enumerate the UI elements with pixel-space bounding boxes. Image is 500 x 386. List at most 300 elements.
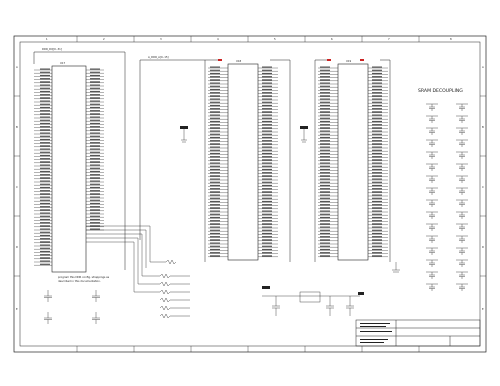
pin-label [262, 89, 272, 90]
pin-label [90, 165, 100, 166]
pin-label [320, 223, 330, 224]
svg-text:7: 7 [388, 38, 390, 41]
top-bus [34, 52, 205, 270]
pin-label [210, 163, 220, 164]
pin-label [262, 150, 272, 151]
pin-label [262, 73, 272, 74]
svg-text:2: 2 [103, 38, 105, 41]
svg-text:U19: U19 [346, 60, 352, 63]
pin-label [262, 140, 272, 141]
pin-label [372, 143, 382, 144]
pin-label [372, 195, 382, 196]
pin-label [372, 249, 382, 250]
pin-label [90, 81, 100, 82]
pin-label [90, 94, 100, 95]
pin-label [320, 214, 330, 215]
pin-label [262, 169, 272, 170]
pin-label [40, 200, 50, 201]
pin-label [210, 227, 220, 228]
svg-text:B: B [482, 126, 484, 129]
pin-label [90, 219, 100, 220]
pin-label [210, 134, 220, 135]
pin-label [320, 137, 330, 138]
decoupling-capacitor [426, 188, 438, 195]
pin-label [90, 149, 100, 150]
pin-label [372, 111, 382, 112]
pin-label [320, 198, 330, 199]
pin-label [90, 190, 100, 191]
pin-label [40, 110, 50, 111]
pin-label [40, 203, 50, 204]
pin-label [90, 78, 100, 79]
pin-label [262, 223, 272, 224]
sheet-border [14, 36, 486, 352]
capacitor [92, 312, 100, 324]
pin-label [372, 76, 382, 77]
pin-label [40, 136, 50, 137]
mid-buses [205, 60, 390, 262]
pin-label [262, 166, 272, 167]
pin-label [40, 232, 50, 233]
pin-label [320, 124, 330, 125]
pin-label [90, 85, 100, 86]
pin-label [320, 207, 330, 208]
pin-label [210, 140, 220, 141]
pin-label [40, 123, 50, 124]
pin-label [262, 70, 272, 71]
pin-label [90, 126, 100, 127]
ic-u19 [318, 59, 388, 260]
pin-label [320, 185, 330, 186]
pin-label [262, 156, 272, 157]
pin-label [262, 108, 272, 109]
pin-label [320, 115, 330, 116]
pin-label [262, 195, 272, 196]
decoupling-capacitor [426, 104, 438, 111]
decoupling-capacitor [426, 116, 438, 123]
pin-label [90, 216, 100, 217]
pin-label [40, 225, 50, 226]
pin-label [40, 81, 50, 82]
decoupling-capacitor [426, 212, 438, 219]
pin-label [320, 246, 330, 247]
pin-label [372, 214, 382, 215]
pin-label [320, 121, 330, 122]
ddr-bus-label: DDR_DQ[0..31] [42, 48, 62, 51]
regulator-section [262, 262, 400, 316]
pin-label [40, 197, 50, 198]
pin-label [320, 134, 330, 135]
pin-label [262, 95, 272, 96]
pin-label [320, 159, 330, 160]
pin-label [372, 252, 382, 253]
pin-label [262, 236, 272, 237]
pin-label [40, 168, 50, 169]
decoupling-capacitor [426, 224, 438, 231]
pin-label [372, 227, 382, 228]
pin-label [40, 248, 50, 249]
pin-label [90, 136, 100, 137]
pin-label [372, 191, 382, 192]
pin-label [40, 126, 50, 127]
pin-label [320, 92, 330, 93]
pin-label [90, 197, 100, 198]
pin-label [262, 115, 272, 116]
pin-label [320, 127, 330, 128]
pin-label [320, 166, 330, 167]
pin-label [262, 153, 272, 154]
pin-label [320, 99, 330, 100]
pin-label [372, 179, 382, 180]
pin-label [90, 181, 100, 182]
pin-label [40, 193, 50, 194]
pin-label [210, 143, 220, 144]
pin-label [262, 172, 272, 173]
decoupling-capacitor [456, 212, 468, 219]
pin-label [320, 179, 330, 180]
svg-text:8: 8 [450, 38, 452, 41]
pin-label [210, 214, 220, 215]
pin-label [90, 123, 100, 124]
pin-label [210, 147, 220, 148]
pin-label [262, 175, 272, 176]
pin-label [210, 166, 220, 167]
pin-label [320, 95, 330, 96]
pin-label [90, 213, 100, 214]
pin-label [372, 124, 382, 125]
pin-label [40, 261, 50, 262]
pin-label [320, 188, 330, 189]
decoupling-capacitor [426, 140, 438, 147]
pin-label [262, 76, 272, 77]
pin-label [320, 191, 330, 192]
pin-label [372, 147, 382, 148]
pin-label [372, 156, 382, 157]
pin-label [320, 67, 330, 68]
pin-label [210, 230, 220, 231]
pin-label [40, 238, 50, 239]
pin-label [372, 255, 382, 256]
pin-label [372, 118, 382, 119]
pin-label [40, 216, 50, 217]
pin-label [210, 188, 220, 189]
pin-label [40, 78, 50, 79]
pin-label [210, 118, 220, 119]
pin-label [372, 246, 382, 247]
pin-label [40, 190, 50, 191]
pin-label [262, 255, 272, 256]
pin-label [372, 217, 382, 218]
svg-text:E: E [16, 308, 18, 311]
pin-label [262, 102, 272, 103]
pin-label [320, 140, 330, 141]
pin-label [320, 195, 330, 196]
pin-label [262, 124, 272, 125]
pin-label [210, 99, 220, 100]
pin-label [320, 249, 330, 250]
pin-label [90, 113, 100, 114]
pin-label [210, 153, 220, 154]
pin-label [40, 177, 50, 178]
decoupling-capacitor [456, 188, 468, 195]
pin-label [210, 175, 220, 176]
svg-text:E: E [482, 308, 484, 311]
pin-label [210, 121, 220, 122]
pin-label [210, 89, 220, 90]
pin-label [40, 174, 50, 175]
decoupling-capacitor [456, 248, 468, 255]
pin-label [372, 89, 382, 90]
svg-text:A: A [16, 66, 18, 69]
pin-label [262, 214, 272, 215]
pin-label [210, 111, 220, 112]
pin-label [372, 220, 382, 221]
pin-label [372, 243, 382, 244]
pin-label [90, 177, 100, 178]
pin-label [210, 105, 220, 106]
decoupling-capacitor [426, 248, 438, 255]
pin-label [40, 161, 50, 162]
pin-label [320, 236, 330, 237]
pin-label [372, 172, 382, 173]
pin-label [90, 184, 100, 185]
pin-label [210, 172, 220, 173]
pin-label [210, 236, 220, 237]
pin-label [320, 79, 330, 80]
decoupling-capacitor [456, 224, 468, 231]
pin-label [210, 198, 220, 199]
pin-label [40, 101, 50, 102]
pin-label [320, 163, 330, 164]
pin-label [262, 105, 272, 106]
sram-decoupling-title: SRAM DECOUPLING [418, 89, 463, 94]
pin-label [372, 175, 382, 176]
decoupling-capacitor [456, 284, 468, 291]
pin-label [372, 207, 382, 208]
pin-label [210, 86, 220, 87]
pin-label [372, 150, 382, 151]
svg-text:5: 5 [274, 38, 276, 41]
svg-text:B: B [16, 126, 18, 129]
pin-label [40, 241, 50, 242]
pin-label [262, 230, 272, 231]
power-tag [358, 292, 364, 295]
pin-label [372, 79, 382, 80]
pin-label [210, 249, 220, 250]
svg-text:C: C [482, 186, 484, 189]
pin-label [90, 120, 100, 121]
pin-label [320, 111, 330, 112]
pin-label [40, 113, 50, 114]
decoupling-capacitor [456, 200, 468, 207]
pin-label [372, 169, 382, 170]
pin-label [320, 239, 330, 240]
pin-label [372, 185, 382, 186]
svg-text:D: D [16, 246, 18, 249]
ic-u17 [34, 61, 104, 272]
pin-label [210, 159, 220, 160]
pin-label [372, 159, 382, 160]
pin-label [40, 133, 50, 134]
pin-label [372, 121, 382, 122]
zone-ticks [14, 36, 486, 352]
pin-label [372, 230, 382, 231]
pin-label [372, 198, 382, 199]
pin-label [262, 185, 272, 186]
decoupling-capacitor [426, 284, 438, 291]
pin-label [210, 127, 220, 128]
pin-label [262, 83, 272, 84]
pin-label [372, 137, 382, 138]
pin-label [90, 203, 100, 204]
pin-label [320, 105, 330, 106]
svg-text:6: 6 [331, 38, 333, 41]
pin-label [210, 182, 220, 183]
pin-label [372, 131, 382, 132]
pin-label [262, 147, 272, 148]
pin-label [262, 99, 272, 100]
pin-label [210, 185, 220, 186]
pin-label [262, 201, 272, 202]
pin-label [90, 133, 100, 134]
pin-label [40, 75, 50, 76]
pin-label [262, 121, 272, 122]
pin-label [40, 187, 50, 188]
pin-label [90, 161, 100, 162]
pin-label [40, 107, 50, 108]
pin-label [210, 169, 220, 170]
pin-label [372, 163, 382, 164]
tag-blocks [180, 126, 308, 289]
pin-label [372, 204, 382, 205]
pin-label [262, 188, 272, 189]
pin-label [90, 155, 100, 156]
pin-label [90, 91, 100, 92]
pin-label [40, 219, 50, 220]
svg-text:C: C [16, 186, 18, 189]
pin-label [262, 159, 272, 160]
pin-label [210, 79, 220, 80]
pin-label [320, 156, 330, 157]
pin-label [90, 193, 100, 194]
decoupling-capacitor [456, 116, 468, 123]
pin-label [90, 129, 100, 130]
pin-label [90, 110, 100, 111]
pin-label [40, 209, 50, 210]
pin-label [320, 230, 330, 231]
decoupling-capacitor [426, 272, 438, 279]
pin-label [262, 79, 272, 80]
pin-label [262, 246, 272, 247]
pin-label [320, 102, 330, 103]
pin-label [320, 201, 330, 202]
pin-label [262, 137, 272, 138]
pin-label [40, 222, 50, 223]
pin-label [40, 254, 50, 255]
pin-label [90, 101, 100, 102]
pin-label [372, 70, 382, 71]
pin-label [320, 86, 330, 87]
decoupling-capacitor [426, 176, 438, 183]
pin-label [320, 150, 330, 151]
pin-label [40, 257, 50, 258]
pin-label [372, 223, 382, 224]
pin-label [262, 86, 272, 87]
pin-label [90, 152, 100, 153]
pin-label [262, 92, 272, 93]
pin-label [372, 134, 382, 135]
decoupling-capacitor [456, 176, 468, 183]
pin-label [90, 200, 100, 201]
pin-label [90, 229, 100, 230]
pin-label [210, 239, 220, 240]
pin-label [90, 209, 100, 210]
pin-label [372, 239, 382, 240]
svg-text:U18: U18 [236, 60, 242, 63]
pin-label [40, 152, 50, 153]
pin-label [210, 92, 220, 93]
pin-label [210, 195, 220, 196]
pin-label [372, 211, 382, 212]
pin-label [90, 187, 100, 188]
svg-text:3: 3 [160, 38, 162, 41]
pin-label [40, 88, 50, 89]
decoupling-capacitor [426, 236, 438, 243]
pin-label [40, 184, 50, 185]
pin-label [320, 89, 330, 90]
pin-label [210, 204, 220, 205]
pin-label [210, 201, 220, 202]
pin-label [40, 264, 50, 265]
pin-label [40, 142, 50, 143]
svg-text:4: 4 [217, 38, 219, 41]
pin-label [40, 104, 50, 105]
pin-label [320, 204, 330, 205]
pin-label [210, 233, 220, 234]
pin-label [320, 118, 330, 119]
pin-label [40, 206, 50, 207]
pin-label [40, 69, 50, 70]
pin-label [210, 124, 220, 125]
pin-label [320, 172, 330, 173]
pin-label [40, 145, 50, 146]
pin-label [210, 137, 220, 138]
pin-label [262, 111, 272, 112]
pin-label [320, 169, 330, 170]
pin-label [372, 73, 382, 74]
pin-label [90, 139, 100, 140]
pin-label [320, 243, 330, 244]
pin-label [372, 188, 382, 189]
pin-label [40, 72, 50, 73]
pin-label [210, 156, 220, 157]
pin-label [90, 75, 100, 76]
pin-label [210, 131, 220, 132]
pin-label [40, 229, 50, 230]
pin-label [262, 233, 272, 234]
decoupling-capacitor [426, 128, 438, 135]
pin-label [40, 117, 50, 118]
pin-label [90, 97, 100, 98]
pin-label [40, 251, 50, 252]
svg-text:D: D [482, 246, 484, 249]
pin-label [320, 227, 330, 228]
pin-label [262, 207, 272, 208]
strap-note-1: program this DDR config. strappings as [58, 276, 110, 279]
capacitor [92, 290, 100, 302]
pin-label [262, 204, 272, 205]
resistor-network [86, 226, 190, 318]
